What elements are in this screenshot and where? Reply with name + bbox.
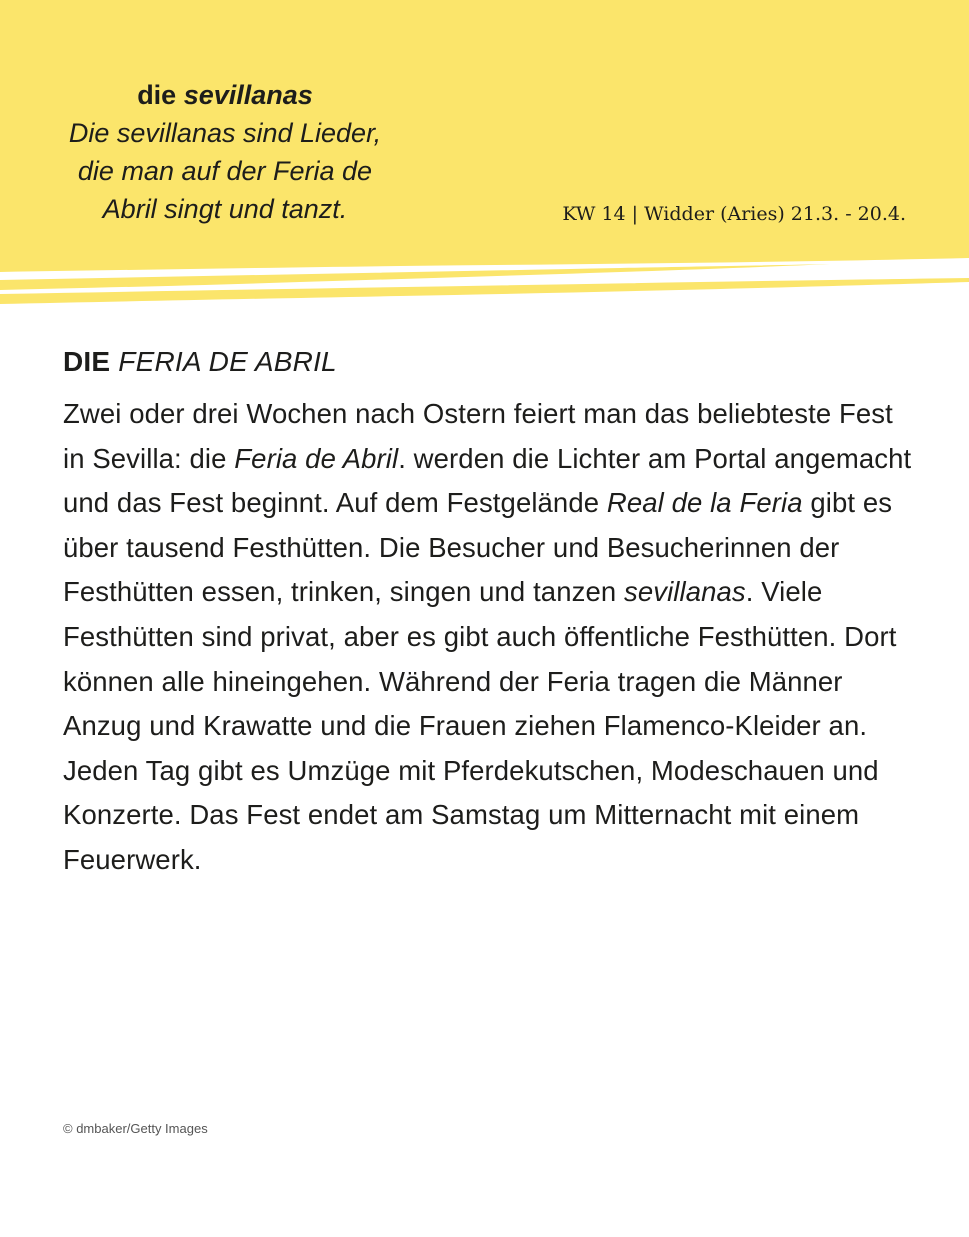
- article-emphasis: Real de la Feria: [606, 487, 803, 519]
- article-emphasis: Feria de Abril: [234, 442, 399, 474]
- article-title: [63, 342, 913, 382]
- vocab-term: [40, 76, 410, 114]
- article-title-prefix: DIE: [63, 346, 111, 377]
- vocab-definition-line: Die sevillanas sind Lieder,: [68, 118, 382, 148]
- article-body: [63, 392, 913, 883]
- article-text: . Viele Festhütten sind privat, aber es gibt auch öffentliche Festhütten. Dort können alle hineingehen. Während der Feria tragen die Männer Anzug und Krawatte und die Frauen ziehen Flamenco-Kleider an. Jeden Tag gibt es Umzüge mit Pferdekutschen, Modeschauen und Konzerte. Das Fest endet am Samstag um Mitternacht mit einem Feuerwerk.: [63, 576, 897, 875]
- vocab-definition-line: die man auf der Feria de: [77, 156, 373, 186]
- article-title-italic: FERIA DE ABRIL: [118, 346, 337, 377]
- vocabulary-box: [40, 76, 410, 228]
- vocab-term-article: die: [137, 80, 177, 110]
- article-text: gibt es über tausend Festhütten. Die Besucher und Besucherinnen der Festhütten essen, trinken, singen und tanzen: [63, 487, 893, 608]
- vocab-term-word: sevillanas: [183, 80, 313, 110]
- vocab-definition-line: Abril singt und tanzt.: [102, 194, 348, 224]
- article-emphasis: sevillanas: [623, 576, 746, 608]
- image-credit: © dmbaker/Getty Images: [63, 1121, 208, 1136]
- article: [63, 342, 913, 883]
- article-text: . werden die Lichter am Portal angemacht und das Fest beginnt. Auf dem Festgelände: [63, 442, 912, 519]
- article-text: Zwei oder drei Wochen nach Ostern feiert man das beliebteste Fest in Sevilla: die: [63, 398, 893, 474]
- week-zodiac-label: KW 14 | Widder (Aries) 21.3. - 20.4.: [562, 203, 906, 225]
